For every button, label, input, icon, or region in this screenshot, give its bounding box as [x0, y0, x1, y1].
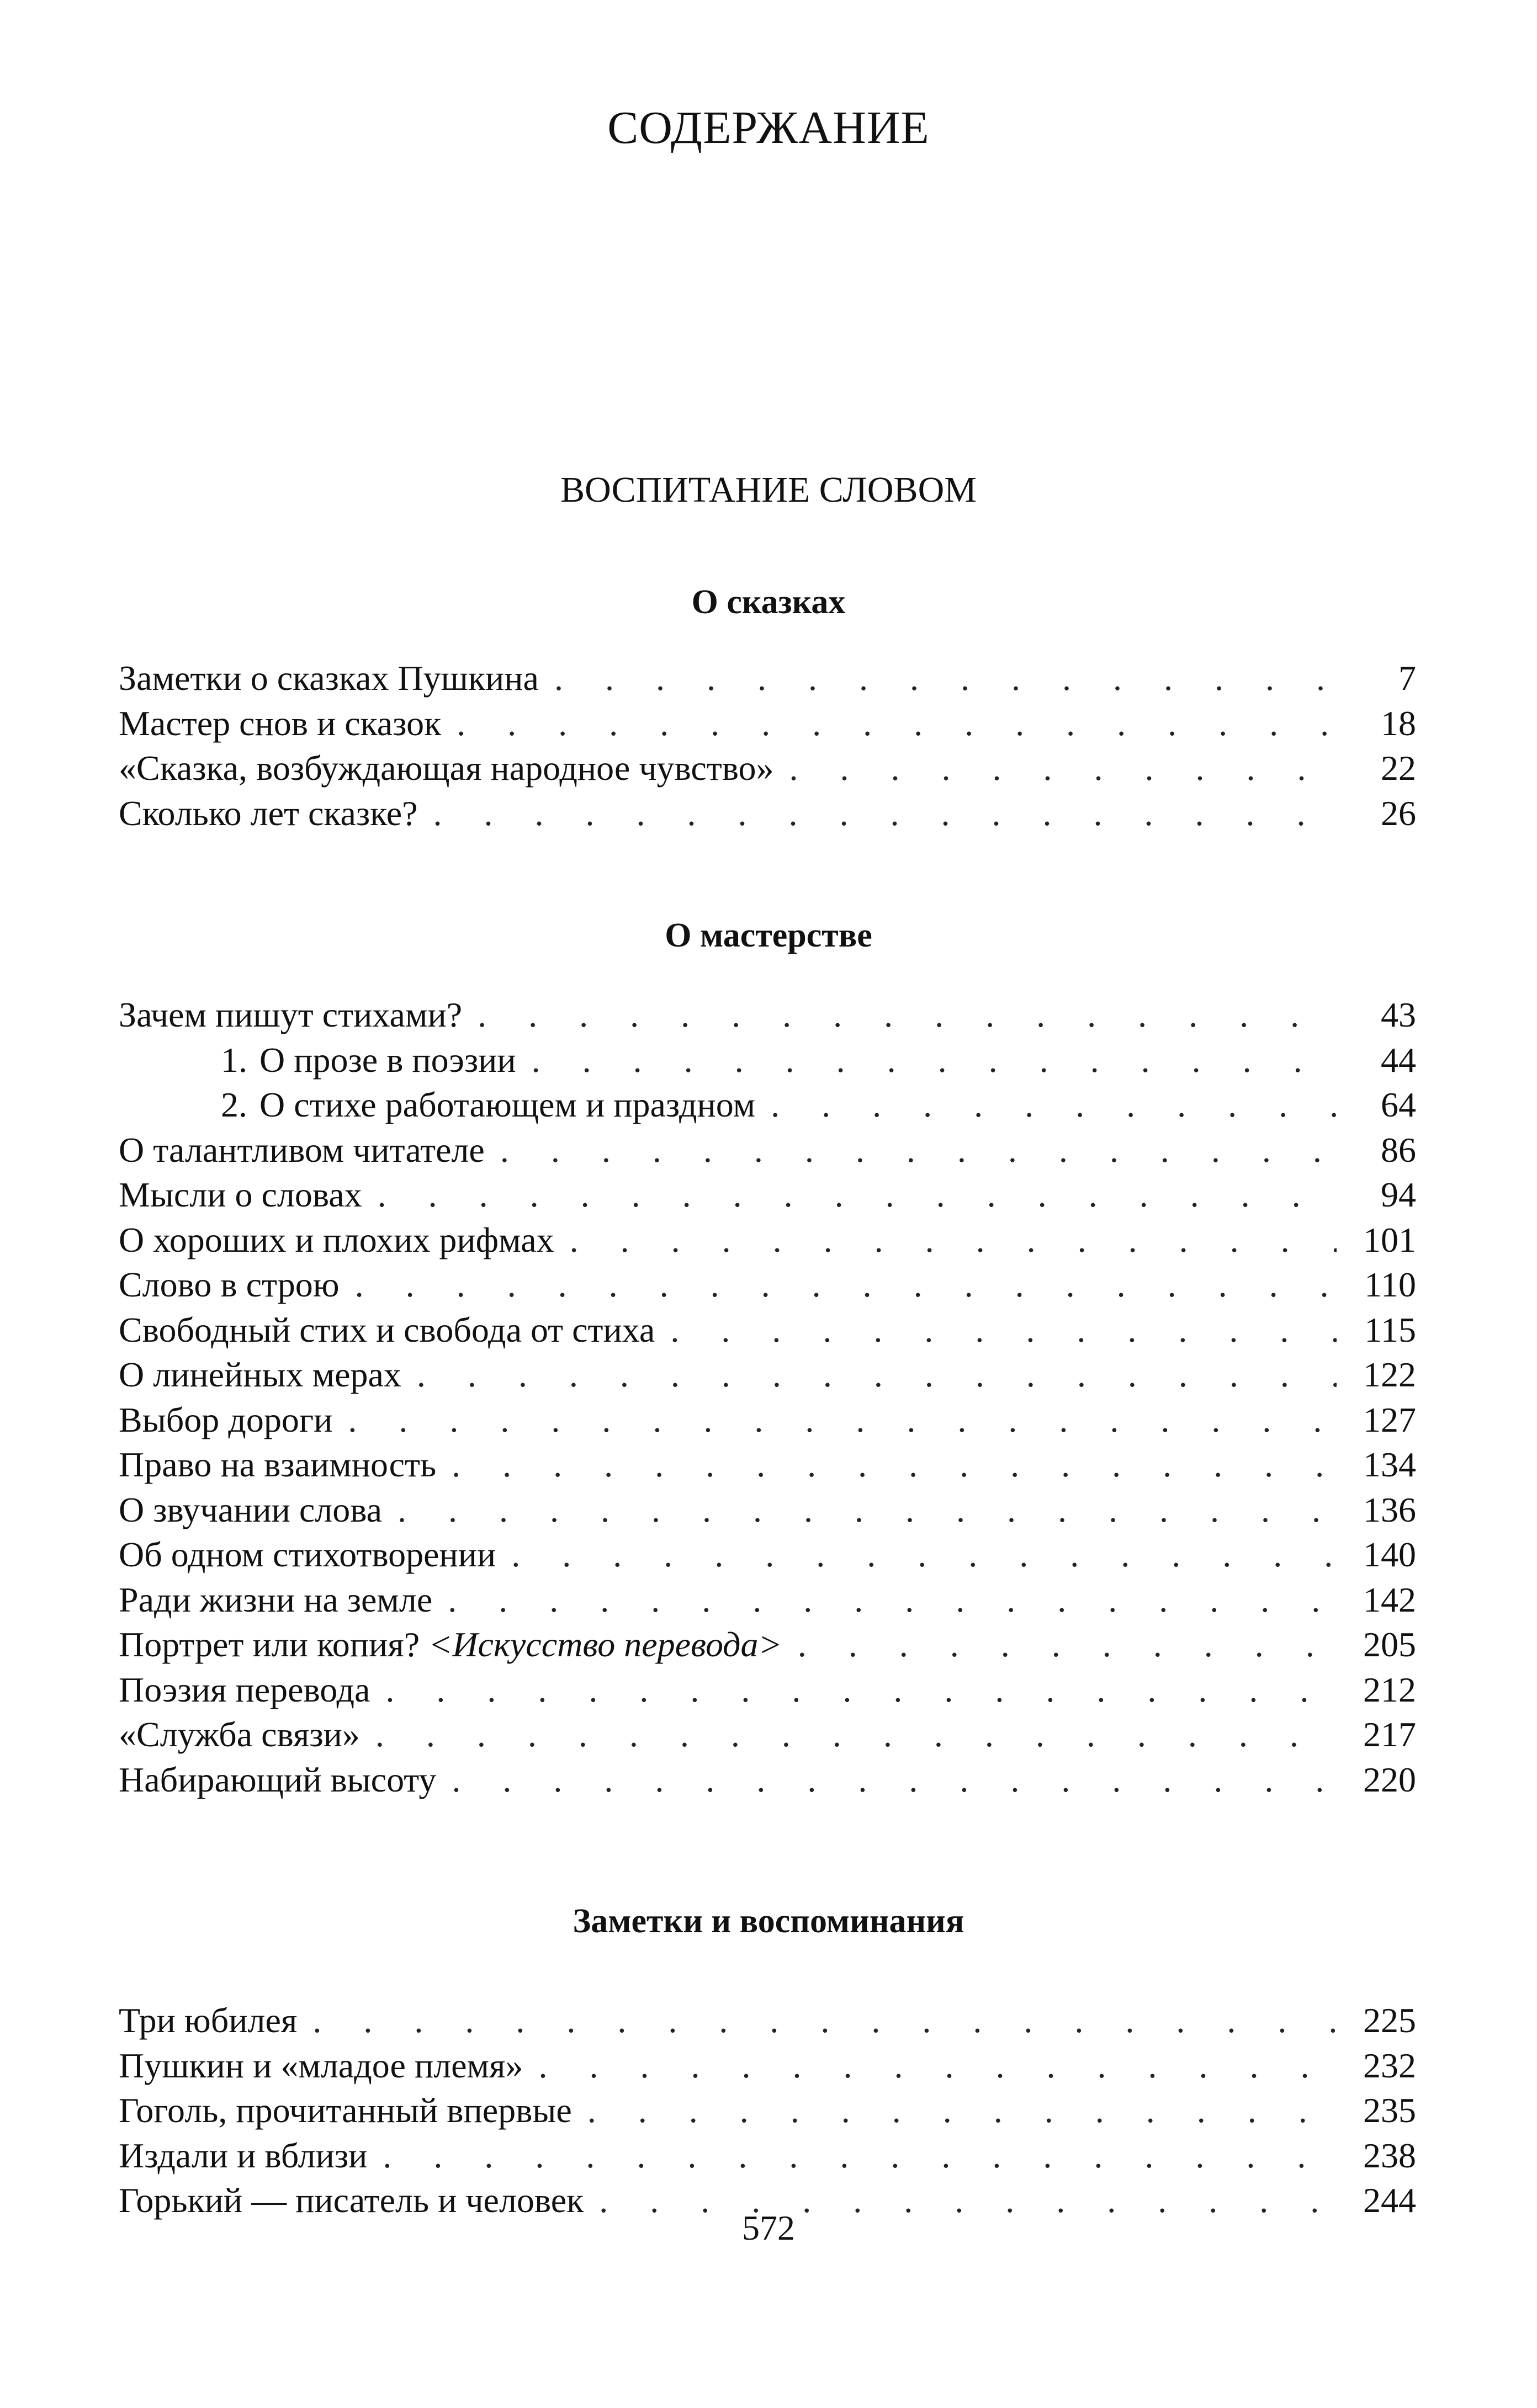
toc-entry-page: 22	[1381, 748, 1416, 788]
dot-leader	[511, 1532, 1337, 1577]
toc-entry-number: 1.	[221, 1040, 247, 1080]
dot-leader	[378, 1172, 1337, 1218]
dot-leader	[771, 1082, 1337, 1128]
dot-leader	[500, 1128, 1337, 1173]
dot-leader	[348, 1397, 1337, 1443]
toc-entry	[119, 746, 1416, 791]
toc-entry-title: Мастер снов и сказок	[119, 703, 442, 743]
toc-entry-page: 235	[1363, 2091, 1416, 2130]
dot-leader	[798, 1622, 1337, 1667]
dot-leader	[417, 1352, 1337, 1397]
toc-entry-title: Об одном стихотворении	[119, 1535, 496, 1574]
toc-entry	[119, 1172, 1416, 1218]
dot-leader	[570, 1218, 1337, 1263]
toc-entry	[119, 1218, 1416, 1263]
toc-entry-page: 212	[1363, 1670, 1416, 1709]
toc-entry-title: Заметки о сказках Пушкина	[119, 658, 539, 698]
toc-entry-page: 94	[1381, 1175, 1416, 1214]
toc-entry-title: О талантливом читателе	[119, 1130, 485, 1170]
toc-entry-page: 244	[1363, 2181, 1416, 2220]
toc-entry-page: 43	[1381, 995, 1416, 1034]
dot-leader	[670, 1307, 1337, 1353]
toc-entry	[119, 1442, 1416, 1487]
toc-entry-number: 2.	[221, 1085, 247, 1124]
toc-entry-page: 122	[1363, 1355, 1416, 1394]
toc-entry-title: О звучании слова	[119, 1490, 382, 1529]
toc-entry-text: О прозе в поэзии	[259, 1040, 516, 1080]
toc-entry-title: Три юбилея	[119, 2001, 298, 2040]
dot-leader	[587, 2088, 1337, 2133]
toc-entry	[119, 1307, 1416, 1353]
toc-subentry	[119, 1082, 1416, 1128]
toc-entry-text: О стихе работающем и праздном	[259, 1085, 756, 1124]
toc-entry-page: 217	[1363, 1715, 1416, 1754]
toc-list	[119, 992, 1416, 1802]
section-title: О мастерстве	[665, 917, 872, 954]
toc-entry-page: 220	[1363, 1760, 1416, 1799]
toc-entry-page: 225	[1363, 2001, 1416, 2040]
toc-entry	[119, 1262, 1416, 1307]
toc-entry-title: Выбор дороги	[119, 1400, 333, 1439]
toc-entry-title: Издали и вблизи	[119, 2135, 368, 2175]
toc-entry	[119, 1352, 1416, 1397]
toc-entry	[119, 701, 1416, 746]
toc-entry	[119, 2043, 1416, 2088]
toc-entry-title: Поэзия перевода	[119, 1670, 370, 1709]
toc-entry	[119, 1397, 1416, 1443]
section-title: О сказках	[691, 583, 846, 621]
toc-entry-title: Право на взаимность	[119, 1445, 437, 1484]
toc-entry-note: <Искусство перевода>	[428, 1625, 782, 1664]
toc-entry-title: «Служба связи»	[119, 1715, 360, 1754]
toc-entry-title: О хороших и плохих рифмах	[119, 1220, 554, 1259]
toc-entry-page: 140	[1363, 1535, 1416, 1574]
dot-leader	[452, 1442, 1337, 1487]
part-title: ВОСПИТАНИЕ СЛОВОМ	[560, 470, 977, 510]
toc-entry-page: 86	[1381, 1130, 1416, 1170]
toc-subentry	[119, 1038, 1416, 1083]
toc-entry-page: 205	[1363, 1625, 1416, 1664]
toc-entry-title: Гоголь, прочитанный впервые	[119, 2091, 572, 2130]
toc-entry-page: 18	[1381, 703, 1416, 743]
dot-leader	[789, 746, 1337, 791]
toc-list	[119, 1998, 1416, 2223]
toc-entry-page: 64	[1381, 1085, 1416, 1124]
toc-entry	[119, 1998, 1416, 2043]
toc-entry-page: 7	[1398, 658, 1416, 698]
toc-entry	[119, 2133, 1416, 2178]
dot-leader	[448, 1577, 1337, 1623]
dot-leader	[452, 1757, 1337, 1803]
toc-entry	[119, 1712, 1416, 1757]
toc-entry-page: 115	[1364, 1310, 1416, 1349]
toc-entry	[119, 1577, 1416, 1623]
toc-entry-page: 238	[1363, 2135, 1416, 2175]
toc-entry	[119, 1532, 1416, 1577]
toc-entry-title: Горький — писатель и человек	[119, 2181, 584, 2220]
toc-entry-page: 142	[1363, 1580, 1416, 1619]
toc-entry-page: 44	[1381, 1040, 1416, 1080]
toc-entry	[119, 2088, 1416, 2133]
page-number: 572	[742, 2208, 795, 2247]
toc-entry-title	[119, 1038, 516, 1083]
dot-leader	[538, 2043, 1337, 2088]
section-title: Заметки и воспоминания	[573, 1902, 964, 1940]
toc-entry	[119, 1757, 1416, 1803]
toc-entry-page: 26	[1381, 793, 1416, 833]
toc-entry-title: Мысли о словах	[119, 1175, 362, 1214]
toc-entry-title: «Сказка, возбуждающая народное чувство»	[119, 748, 774, 788]
toc-entry-page: 127	[1363, 1400, 1416, 1439]
dot-leader	[383, 2133, 1337, 2178]
toc-entry-title: Сколько лет сказке?	[119, 793, 418, 833]
toc-entry-title: Набирающий высоту	[119, 1760, 437, 1799]
toc-entry	[119, 1128, 1416, 1173]
toc-entry-page: 101	[1363, 1220, 1416, 1259]
dot-leader	[554, 656, 1337, 701]
toc-entry-title: Слово в строю	[119, 1265, 340, 1304]
page-title: СОДЕРЖАНИЕ	[607, 102, 930, 153]
toc-entry-page: 232	[1363, 2045, 1416, 2085]
toc-entry-title: Ради жизни на земле	[119, 1580, 433, 1619]
toc-entry	[119, 1667, 1416, 1713]
dot-leader	[385, 1667, 1337, 1713]
dot-leader	[355, 1262, 1337, 1307]
toc-entry-title: Свободный стих и свобода от стиха	[119, 1310, 655, 1349]
toc-entry-page: 110	[1364, 1265, 1416, 1304]
dot-leader	[532, 1038, 1337, 1083]
toc-entry-title: О линейных мерах	[119, 1355, 401, 1394]
toc-entry-page: 136	[1363, 1490, 1416, 1529]
toc-entry-text: Портрет или копия?	[119, 1625, 420, 1664]
toc-entry	[119, 1622, 1416, 1667]
dot-leader	[398, 1487, 1337, 1533]
toc-list	[119, 656, 1416, 836]
toc-entry-title	[119, 1622, 782, 1667]
dot-leader	[375, 1712, 1337, 1757]
toc-entry	[119, 791, 1416, 836]
toc-entry-title: Пушкин и «младое племя»	[119, 2045, 523, 2085]
toc-entry	[119, 1487, 1416, 1533]
toc-entry-page: 134	[1363, 1445, 1416, 1484]
dot-leader	[433, 791, 1337, 836]
dot-leader	[457, 701, 1337, 746]
toc-entry	[119, 992, 1416, 1038]
toc-entry-title: Зачем пишут стихами?	[119, 995, 463, 1034]
toc-entry-title	[119, 1082, 755, 1128]
dot-leader	[478, 992, 1337, 1038]
toc-entry	[119, 656, 1416, 701]
dot-leader	[312, 1998, 1337, 2043]
